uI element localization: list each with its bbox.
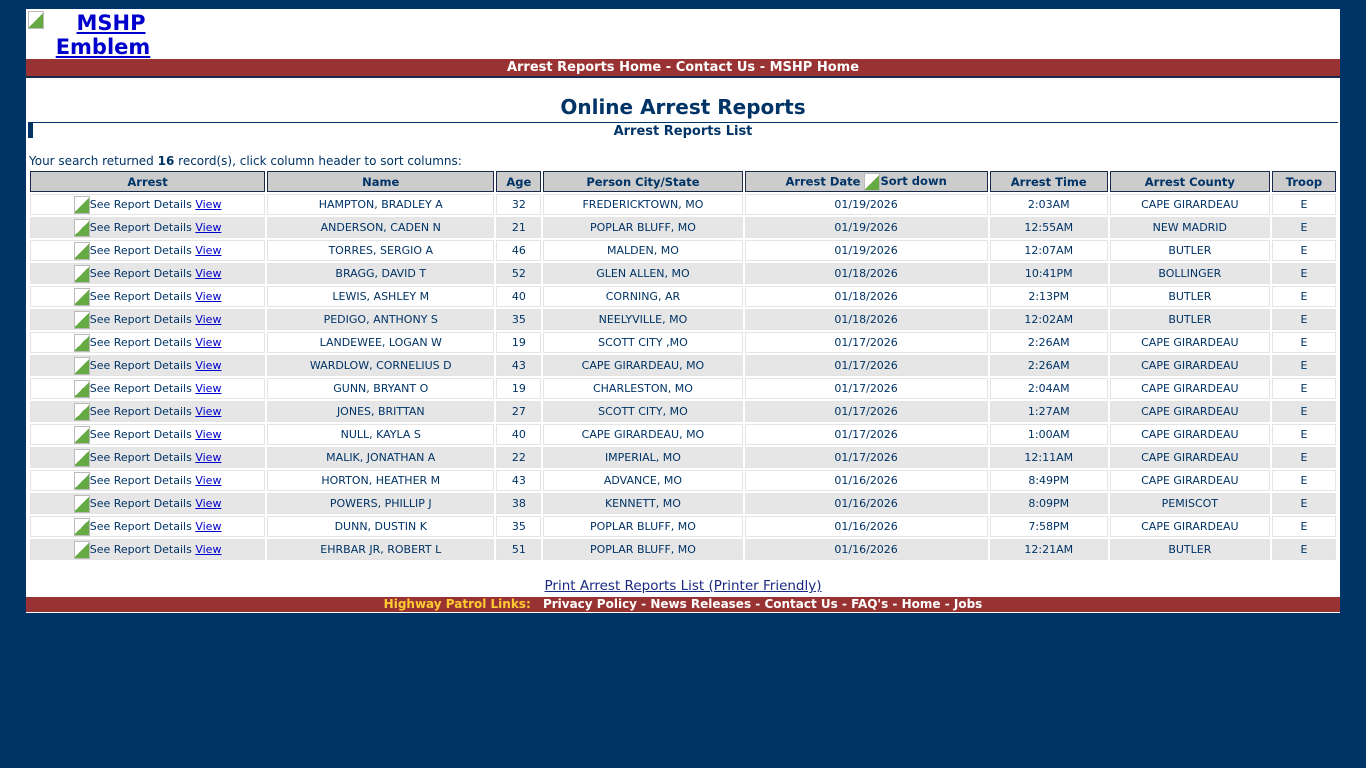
cell-age: 43 — [496, 355, 541, 376]
cell-name: TORRES, SERGIO A — [267, 240, 494, 261]
cell-arrest-date: 01/16/2026 — [745, 516, 988, 537]
report-details-icon[interactable] — [74, 426, 90, 444]
table-row — [30, 263, 1336, 284]
cell-arrest — [30, 493, 265, 514]
table-row — [30, 378, 1336, 399]
cell-arrest — [30, 286, 265, 307]
cell-troop: E — [1272, 217, 1336, 238]
report-details-icon[interactable] — [74, 403, 90, 421]
cell-arrest-date: 01/16/2026 — [745, 470, 988, 491]
table-row — [30, 286, 1336, 307]
details-alt-text: See Report Details — [89, 266, 192, 280]
cell-arrest-date: 01/17/2026 — [745, 447, 988, 468]
footer-news-releases[interactable]: News Releases — [650, 597, 752, 611]
cell-age: 19 — [496, 332, 541, 353]
cell-name: LEWIS, ASHLEY M — [267, 286, 494, 307]
report-details-icon[interactable] — [74, 495, 90, 513]
print-section — [26, 578, 1340, 594]
count-prefix: Your search returned — [29, 154, 158, 168]
cell-city-state: SCOTT CITY, MO — [543, 401, 742, 422]
cell-arrest — [30, 309, 265, 330]
print-friendly-link[interactable]: Print Arrest Reports List (Printer Friendly) — [544, 578, 822, 594]
column-header-label[interactable]: Arrest — [127, 174, 168, 189]
cell-name: NULL, KAYLA S — [267, 424, 494, 445]
cell-name: DUNN, DUSTIN K — [267, 516, 494, 537]
cell-arrest-time: 12:02AM — [990, 309, 1108, 330]
column-header-name[interactable] — [267, 171, 494, 192]
cell-arrest-date: 01/19/2026 — [745, 217, 988, 238]
cell-county: CAPE GIRARDEAU — [1110, 447, 1270, 468]
view-link[interactable]: View — [195, 450, 222, 464]
cell-troop: E — [1272, 240, 1336, 261]
cell-city-state: CORNING, AR — [543, 286, 742, 307]
cell-arrest-time: 7:58PM — [990, 516, 1108, 537]
report-details-icon[interactable] — [74, 196, 90, 214]
report-details-icon[interactable] — [74, 380, 90, 398]
column-header-label[interactable]: Arrest County — [1144, 174, 1235, 189]
cell-county: CAPE GIRARDEAU — [1110, 424, 1270, 445]
cell-city-state: CAPE GIRARDEAU, MO — [543, 355, 742, 376]
cell-arrest-time: 8:49PM — [990, 470, 1108, 491]
column-header-label[interactable]: Name — [362, 174, 400, 189]
details-alt-text: See Report Details — [89, 519, 192, 533]
column-header-age[interactable] — [496, 171, 541, 192]
table-row — [30, 539, 1336, 560]
cell-age: 32 — [496, 194, 541, 215]
cell-arrest-date: 01/18/2026 — [745, 309, 988, 330]
cell-age: 22 — [496, 447, 541, 468]
cell-city-state: NEELYVILLE, MO — [543, 309, 742, 330]
cell-age: 19 — [496, 378, 541, 399]
cell-troop: E — [1272, 378, 1336, 399]
view-link[interactable]: View — [195, 335, 222, 349]
logo[interactable] — [28, 11, 178, 59]
cell-name: POWERS, PHILLIP J — [267, 493, 494, 514]
cell-county: NEW MADRID — [1110, 217, 1270, 238]
cell-name: HAMPTON, BRADLEY A — [267, 194, 494, 215]
column-header-label[interactable]: Person City/State — [586, 174, 700, 189]
cell-arrest — [30, 447, 265, 468]
cell-troop: E — [1272, 194, 1336, 215]
view-link[interactable]: View — [195, 358, 222, 372]
view-link[interactable]: View — [195, 220, 222, 234]
cell-arrest-date: 01/18/2026 — [745, 263, 988, 284]
cell-arrest-time: 10:41PM — [990, 263, 1108, 284]
table-row — [30, 217, 1336, 238]
cell-troop: E — [1272, 286, 1336, 307]
cell-arrest-date: 01/17/2026 — [745, 401, 988, 422]
cell-arrest-date: 01/16/2026 — [745, 493, 988, 514]
cell-county: CAPE GIRARDEAU — [1110, 470, 1270, 491]
broken-image-icon — [28, 11, 44, 29]
details-alt-text: See Report Details — [89, 312, 192, 326]
count-value: 16 — [157, 154, 175, 168]
table-row — [30, 194, 1336, 215]
cell-name: HORTON, HEATHER M — [267, 470, 494, 491]
view-link[interactable]: View — [195, 197, 222, 211]
broken-image-icon — [864, 173, 880, 191]
record-count — [29, 154, 462, 168]
view-link[interactable]: View — [195, 427, 222, 441]
cell-arrest — [30, 424, 265, 445]
cell-arrest-time: 2:04AM — [990, 378, 1108, 399]
cell-arrest — [30, 263, 265, 284]
column-header-label[interactable]: Troop — [1285, 174, 1323, 189]
cell-city-state: SCOTT CITY ,MO — [543, 332, 742, 353]
cell-arrest-date: 01/17/2026 — [745, 424, 988, 445]
cell-city-state: ADVANCE, MO — [543, 470, 742, 491]
cell-age: 43 — [496, 470, 541, 491]
table-row — [30, 355, 1336, 376]
cell-county: CAPE GIRARDEAU — [1110, 355, 1270, 376]
footer-contact-us[interactable]: Contact Us — [764, 597, 838, 611]
arrest-table — [28, 169, 1338, 562]
cell-arrest-date: 01/17/2026 — [745, 355, 988, 376]
details-alt-text: See Report Details — [89, 289, 192, 303]
footer-privacy-policy[interactable]: Privacy Policy — [542, 597, 637, 611]
cell-age: 46 — [496, 240, 541, 261]
view-link[interactable]: View — [195, 473, 222, 487]
details-alt-text: See Report Details — [89, 542, 192, 556]
report-details-icon[interactable] — [74, 334, 90, 352]
column-header-person-city-state[interactable] — [543, 171, 742, 192]
cell-troop: E — [1272, 447, 1336, 468]
details-alt-text: See Report Details — [89, 473, 192, 487]
cell-name: JONES, BRITTAN — [267, 401, 494, 422]
column-header-troop[interactable] — [1272, 171, 1336, 192]
details-alt-text: See Report Details — [89, 404, 192, 418]
details-alt-text: See Report Details — [89, 427, 192, 441]
page — [26, 9, 1340, 613]
cell-age: 35 — [496, 516, 541, 537]
cell-county: CAPE GIRARDEAU — [1110, 516, 1270, 537]
cell-arrest — [30, 194, 265, 215]
nav-mshp-home[interactable]: MSHP Home — [769, 60, 860, 75]
divider — [28, 122, 1338, 123]
view-link[interactable]: View — [195, 289, 222, 303]
cell-county: BUTLER — [1110, 309, 1270, 330]
view-link[interactable]: View — [195, 542, 222, 556]
count-suffix: record(s), click column header to sort columns: — [174, 154, 462, 168]
nav-contact-us[interactable]: Contact Us — [675, 60, 756, 75]
cell-age: 51 — [496, 539, 541, 560]
table-row — [30, 424, 1336, 445]
report-details-icon[interactable] — [74, 518, 90, 536]
column-header-arrest[interactable] — [30, 171, 265, 192]
cell-age: 38 — [496, 493, 541, 514]
cell-county: CAPE GIRARDEAU — [1110, 194, 1270, 215]
cell-city-state: CAPE GIRARDEAU, MO — [543, 424, 742, 445]
cell-arrest-date: 01/19/2026 — [745, 240, 988, 261]
cell-city-state: KENNETT, MO — [543, 493, 742, 514]
footer: Highway Patrol Links: Privacy Policy - News Releases - Contact Us - FAQ's - Home - Jobs — [26, 597, 1340, 612]
footer-label: Highway Patrol Links: — [383, 597, 531, 611]
cell-troop: E — [1272, 332, 1336, 353]
cell-arrest-time: 2:26AM — [990, 332, 1108, 353]
cell-age: 35 — [496, 309, 541, 330]
cell-county: CAPE GIRARDEAU — [1110, 401, 1270, 422]
cell-arrest-time: 2:13PM — [990, 286, 1108, 307]
view-link[interactable]: View — [195, 312, 222, 326]
cell-city-state: FREDERICKTOWN, MO — [543, 194, 742, 215]
column-header-arrest-county[interactable] — [1110, 171, 1270, 192]
cell-troop: E — [1272, 355, 1336, 376]
cell-troop: E — [1272, 263, 1336, 284]
column-header-arrest-date[interactable] — [745, 171, 988, 192]
report-details-icon[interactable] — [74, 265, 90, 283]
table-row — [30, 309, 1336, 330]
cell-name: ANDERSON, CADEN N — [267, 217, 494, 238]
mshp-emblem-link[interactable]: MSHP Emblem — [55, 11, 151, 59]
page-subtitle: Arrest Reports List — [613, 124, 753, 139]
cell-county: CAPE GIRARDEAU — [1110, 332, 1270, 353]
cell-troop: E — [1272, 424, 1336, 445]
cell-county: BUTLER — [1110, 539, 1270, 560]
column-header-label[interactable]: Arrest Date — [785, 174, 861, 188]
cell-city-state: IMPERIAL, MO — [543, 447, 742, 468]
cell-arrest-time: 12:11AM — [990, 447, 1108, 468]
cell-name: PEDIGO, ANTHONY S — [267, 309, 494, 330]
view-link[interactable]: View — [195, 519, 222, 533]
cell-arrest — [30, 217, 265, 238]
cell-arrest — [30, 516, 265, 537]
footer-jobs[interactable]: Jobs — [953, 597, 983, 611]
cell-arrest-date: 01/19/2026 — [745, 194, 988, 215]
cell-county: BOLLINGER — [1110, 263, 1270, 284]
footer-faqs[interactable]: FAQ's — [851, 597, 889, 611]
table-row — [30, 447, 1336, 468]
cell-arrest — [30, 240, 265, 261]
cell-troop: E — [1272, 401, 1336, 422]
top-nav: Arrest Reports Home - Contact Us - MSHP Home — [26, 59, 1340, 78]
details-alt-text: See Report Details — [89, 243, 192, 257]
page-title: Online Arrest Reports — [560, 95, 806, 119]
cell-arrest — [30, 539, 265, 560]
cell-name: BRAGG, DAVID T — [267, 263, 494, 284]
cell-name: MALIK, JONATHAN A — [267, 447, 494, 468]
report-details-icon[interactable] — [74, 242, 90, 260]
cell-age: 52 — [496, 263, 541, 284]
cell-arrest-date: 01/17/2026 — [745, 378, 988, 399]
cell-arrest-date: 01/18/2026 — [745, 286, 988, 307]
cell-county: BUTLER — [1110, 286, 1270, 307]
cell-troop: E — [1272, 516, 1336, 537]
footer-home[interactable]: Home — [901, 597, 941, 611]
cell-arrest-time: 1:00AM — [990, 424, 1108, 445]
cell-city-state: POPLAR BLUFF, MO — [543, 539, 742, 560]
details-alt-text: See Report Details — [89, 358, 192, 372]
details-alt-text: See Report Details — [89, 220, 192, 234]
table-row — [30, 493, 1336, 514]
view-link[interactable]: View — [195, 243, 222, 257]
sort-down-icon[interactable] — [864, 174, 946, 188]
table-row — [30, 516, 1336, 537]
report-details-icon[interactable] — [74, 449, 90, 467]
cell-arrest-date: 01/16/2026 — [745, 539, 988, 560]
cell-troop: E — [1272, 493, 1336, 514]
cell-arrest — [30, 332, 265, 353]
cell-city-state: POPLAR BLUFF, MO — [543, 217, 742, 238]
cell-city-state: POPLAR BLUFF, MO — [543, 516, 742, 537]
view-link[interactable]: View — [195, 266, 222, 280]
table-row — [30, 332, 1336, 353]
column-header-arrest-time[interactable] — [990, 171, 1108, 192]
cell-troop: E — [1272, 309, 1336, 330]
column-header-label[interactable]: Arrest Time — [1010, 174, 1087, 189]
cell-age: 40 — [496, 424, 541, 445]
details-alt-text: See Report Details — [89, 335, 192, 349]
report-details-icon[interactable] — [74, 288, 90, 306]
cell-city-state: CHARLESTON, MO — [543, 378, 742, 399]
cell-county: PEMISCOT — [1110, 493, 1270, 514]
cell-arrest-time: 2:26AM — [990, 355, 1108, 376]
cell-arrest-time: 8:09PM — [990, 493, 1108, 514]
cell-city-state: MALDEN, MO — [543, 240, 742, 261]
details-alt-text: See Report Details — [89, 496, 192, 510]
cell-name: GUNN, BRYANT O — [267, 378, 494, 399]
report-details-icon[interactable] — [74, 357, 90, 375]
cell-arrest-time: 1:27AM — [990, 401, 1108, 422]
details-alt-text: See Report Details — [89, 381, 192, 395]
cell-arrest-time: 12:07AM — [990, 240, 1108, 261]
view-link[interactable]: View — [195, 381, 222, 395]
details-alt-text: See Report Details — [89, 450, 192, 464]
cell-age: 21 — [496, 217, 541, 238]
cell-name: EHRBAR JR, ROBERT L — [267, 539, 494, 560]
cell-arrest-time: 12:55AM — [990, 217, 1108, 238]
cell-troop: E — [1272, 539, 1336, 560]
details-alt-text: See Report Details — [89, 197, 192, 211]
cell-city-state: GLEN ALLEN, MO — [543, 263, 742, 284]
column-header-label[interactable]: Age — [506, 174, 532, 189]
cell-arrest-date: 01/17/2026 — [745, 332, 988, 353]
cell-arrest — [30, 355, 265, 376]
cell-troop: E — [1272, 470, 1336, 491]
report-details-icon[interactable] — [74, 472, 90, 490]
view-link[interactable]: View — [195, 496, 222, 510]
cell-arrest-time: 12:21AM — [990, 539, 1108, 560]
cell-age: 40 — [496, 286, 541, 307]
table-row — [30, 470, 1336, 491]
report-details-icon[interactable] — [74, 541, 90, 559]
cell-arrest-time: 2:03AM — [990, 194, 1108, 215]
table-row — [30, 240, 1336, 261]
cell-name: LANDEWEE, LOGAN W — [267, 332, 494, 353]
cell-county: CAPE GIRARDEAU — [1110, 378, 1270, 399]
nav-arrest-reports-home[interactable]: Arrest Reports Home — [506, 60, 662, 75]
table-row — [30, 401, 1336, 422]
cell-arrest — [30, 378, 265, 399]
cell-county: BUTLER — [1110, 240, 1270, 261]
cell-age: 27 — [496, 401, 541, 422]
cell-name: WARDLOW, CORNELIUS D — [267, 355, 494, 376]
report-details-icon[interactable] — [74, 219, 90, 237]
report-details-icon[interactable] — [74, 311, 90, 329]
cell-arrest — [30, 401, 265, 422]
sort-alt-text: Sort down — [880, 174, 947, 188]
view-link[interactable]: View — [195, 404, 222, 418]
cell-arrest — [30, 470, 265, 491]
